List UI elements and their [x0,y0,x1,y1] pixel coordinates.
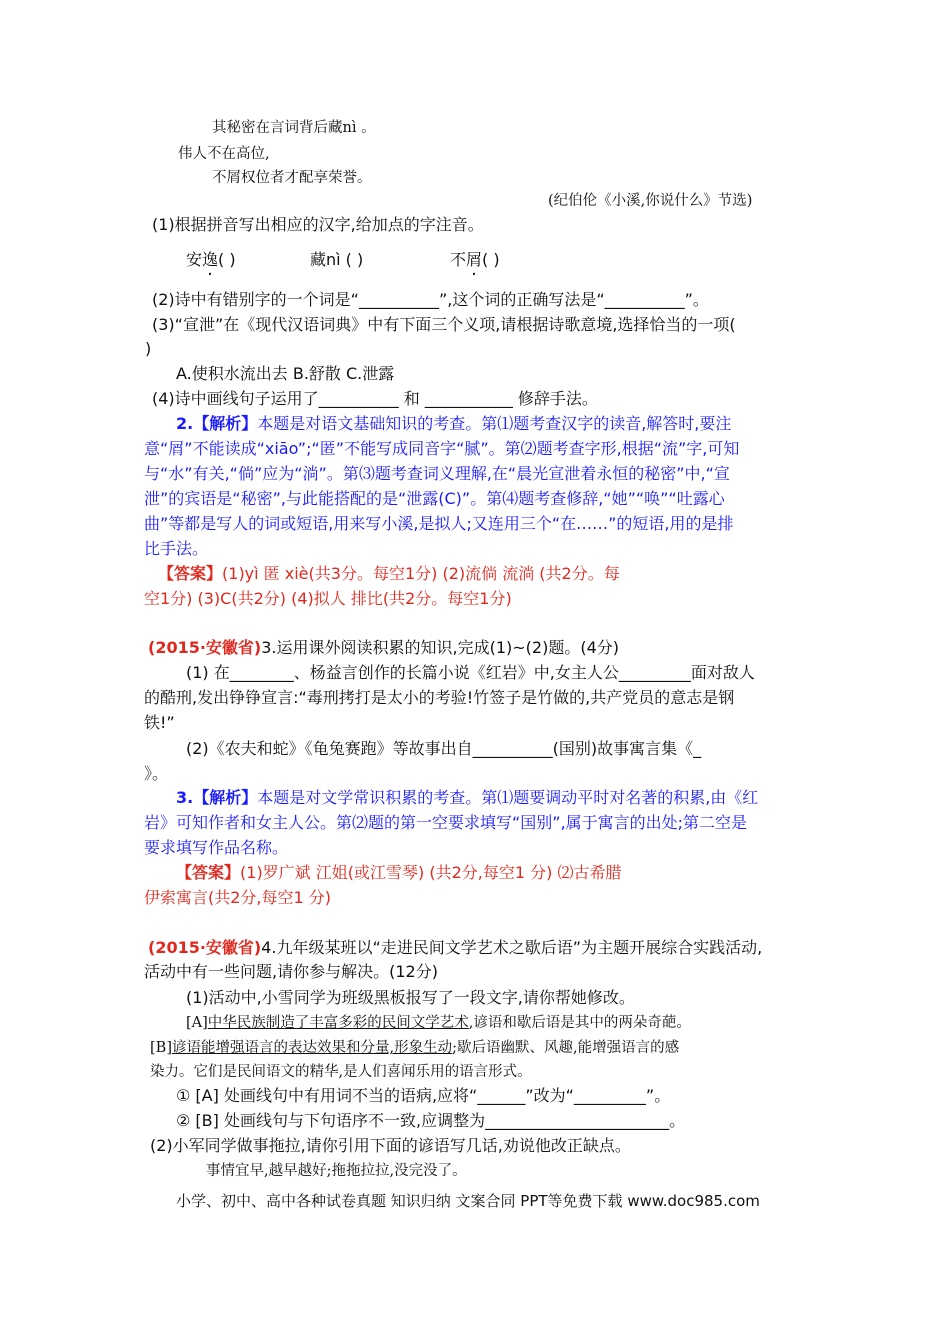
q4-sentence-b-cont: 染力。它们是民间语文的精华,是人们喜闻乐用的语言形式。 [150,1064,532,1080]
analysis-2-line-5: 曲”等都是写人的词或短语,用来写小溪,是拟人;又连用三个“在……”的短语,用的是排 [144,514,734,533]
answer-2-line-2: 空1分) (3)C(共2分) (4)拟人 排比(共2分。每空1分) [144,589,512,608]
analysis-2-line-3: 与“水”有关,“倘”应为“淌”。第⑶题考查词义理解,在“晨光宣泄着永恒的秘密”中,“宣 [144,464,730,483]
poem-line-1: 其秘密在言词背后藏nì 。 [212,120,376,136]
q4-correction-1: ① [A] 处画线句中有用词不当的语病,应将“______”改为“_________”。 [176,1086,671,1105]
analysis-2-label: 2.【解析】 [176,414,258,433]
q4-sentence-b: [B]谚语能增强语言的表达效果和分量,形象生动;歇后语幽默、风趣,能增强语言的感 [150,1040,680,1056]
analysis-2-line-6: 比手法。 [144,539,209,558]
answer-2-line-1: 【答案】(1)yì 匿 xiè(共3分。每空1分) (2)流倘 流淌 (共2分。每 [158,564,620,583]
analysis-3-line-2: 岩》可知作者和女主人公。第⑵题的第一空要求填写“国别”,属于寓言的出处;第二空是 [144,813,748,832]
q3-header: (2015·安徽省)3.运用课外阅读积累的知识,完成(1)~(2)题。(4分) [148,638,620,657]
answer-2-label: 【答案】 [158,564,223,583]
q3-text: (3)“宣泄”在《现代汉语词典》中有下面三个义项,请根据诗歌意境,选择恰当的一项( [152,315,736,334]
q4-sub1: (1)活动中,小雪同学为班级黑板报写了一段文字,请你帮她修改。 [186,988,635,1007]
q3-source-tag: (2015·安徽省) [148,638,262,657]
q1-item-a-blank[interactable]: ( ) [218,250,236,269]
analysis-2-line-2: 意“屑”不能读成“xiāo”;“匿”不能写成同音字“腻”。第⑵题考查字形,根据“流”字,可知 [144,439,740,458]
poem-line-2: 伟人不在高位, [178,146,270,162]
poem-source: (纪伯伦《小溪,你说什么》节选) [548,193,753,209]
q2-text: (2)诗中有错别字的一个词是“__________”,这个词的正确写法是“__________”。 [152,290,709,309]
q1-item-c-char: 不 [450,250,467,269]
q4-source-tag: (2015·安徽省) [148,938,262,957]
q4-header: (2015·安徽省)4.九年级某班以“走进民间文学艺术之歇后语”为主题开展综合实践活动, [148,938,763,957]
analysis-3-line-3: 要求填写作品名称。 [144,838,289,857]
q4-proverb: 事情宜早,越早越好;拖拖拉拉,没完没了。 [206,1163,467,1179]
q4-text: (4)诗中画线句子运用了__________ 和 ___________ 修辞手法。 [152,389,598,408]
q3-close: ) [145,339,152,358]
q3-part1-line-3: 铁!” [144,713,175,732]
footer-download-text: 小学、初中、高中各种试卷真题 知识归纳 文案合同 PPT等免费下载 www.doc985.com [176,1192,760,1210]
q1-item-b[interactable]: 藏nì ( ) [310,250,364,269]
q4-sentence-b-underlined: 谚语能增强语言的表达效果和分量,形象生动 [171,1040,453,1056]
answer-3-line-2: 伊索寓言(共2分,每空1 分) [144,888,332,907]
q1-item-a [186,248,236,272]
analysis-3-line-1: 3.【解析】本题是对文学常识积累的考查。第⑴题要调动平时对名著的积累,由《红 [176,788,759,807]
poem-line-3: 不屑权位者才配享荣誉。 [212,170,372,186]
q1-item-a-dotted-char: 逸 [202,250,219,269]
q1-item-c [450,248,500,272]
q1-item-a-char: 安 [186,250,203,269]
answer-3-label: 【答案】 [176,863,241,882]
answer-3-line-1: 【答案】(1)罗广斌 江姐(或江雪琴) (共2分,每空1 分) ⑵古希腊 [176,863,622,882]
q3-part1-line-1: (1) 在________、杨益言创作的长篇小说《红岩》中,女主人公_________面对敌人 [186,663,755,682]
q4-sub2: (2)小军同学做事拖拉,请你引用下面的谚语写几话,劝说他改正缺点。 [150,1136,631,1155]
analysis-3-label: 3.【解析】 [176,788,258,807]
q4-stem-line-2: 活动中有一些问题,请你参与解决。(12分) [144,962,438,981]
q3-part1-line-2: 的酷刑,发出铮铮宣言:“毒刑拷打是太小的考验!竹签子是竹做的,共产党员的意志是钢 [144,688,735,707]
q4-sentence-a-underlined: 中华民族制造了丰富多彩的民间文学艺术 [207,1015,469,1031]
q3-options: A.使积水流出去 B.舒散 C.泄露 [176,364,395,383]
analysis-2-line-1: 2.【解析】本题是对语文基础知识的考查。第⑴题考查汉字的读音,解答时,要注 [176,414,732,433]
q4-correction-2: ② [B] 处画线句与下句语序不一致,应调整为_______________________。 [176,1111,686,1130]
q1-item-c-dotted-char: 屑 [466,250,483,269]
q4-sentence-a: [A]中华民族制造了丰富多彩的民间文学艺术,谚语和歇后语是其中的两朵奇葩。 [186,1015,691,1031]
q3-part2-line-1: (2)《农夫和蛇》《龟兔赛跑》等故事出自__________(国别)故事寓言集《_ [186,739,702,758]
q1-stem: (1)根据拼音写出相应的汉字,给加点的字注音。 [152,215,484,234]
q1-item-c-blank[interactable]: ( ) [482,250,500,269]
analysis-2-line-4: 泄”的宾语是“秘密”,与此能搭配的是“泄露(C)”。第⑷题考查修辞,“她”“唤”“吐露心 [144,489,725,508]
q3-part2-line-2: 》。 [144,764,169,783]
